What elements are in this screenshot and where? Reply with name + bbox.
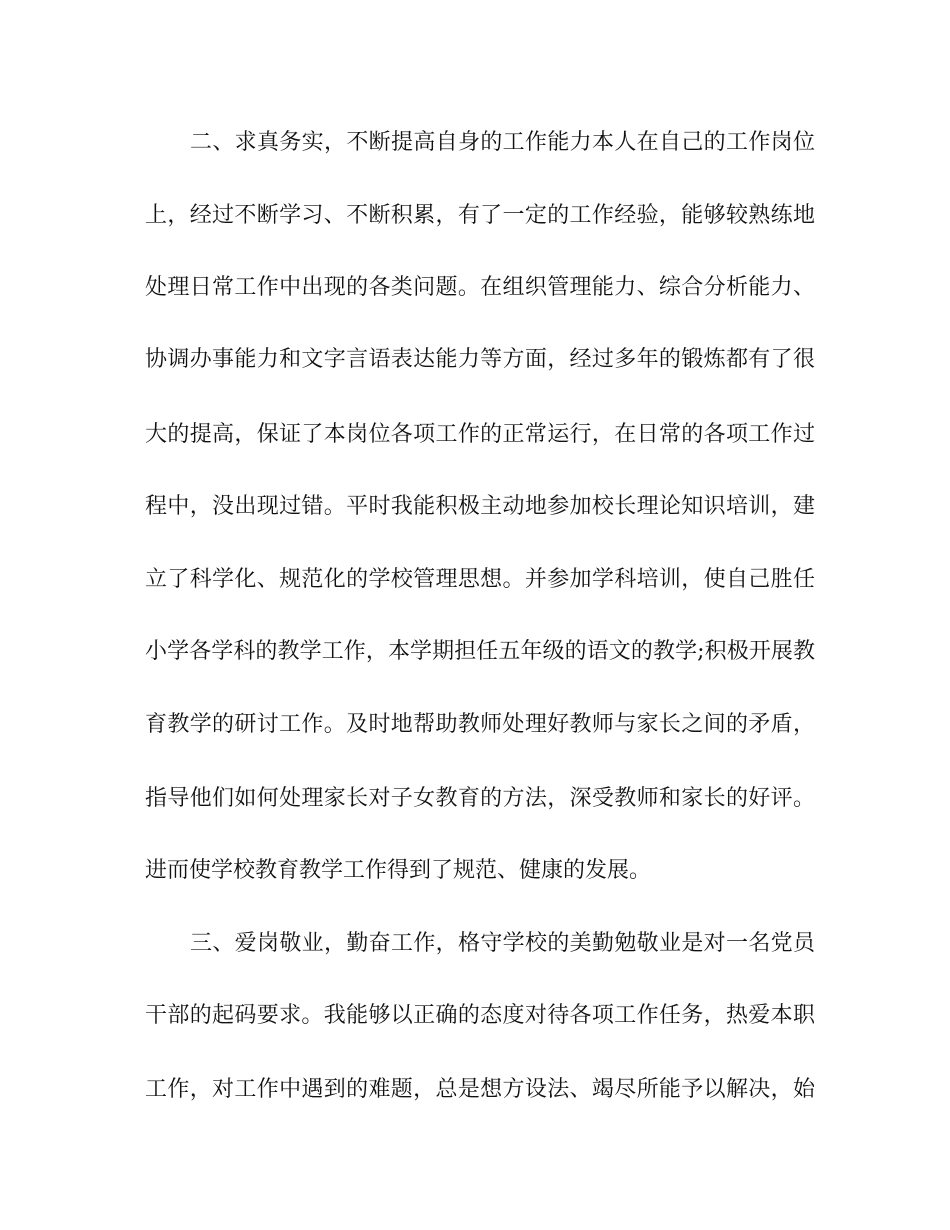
paragraph-3-line-1: 三、爱岗敬业，勤奋工作，格守学校的美勤勉敬业是对一名党员 [190, 931, 815, 956]
paragraph-2-line-10: 指导他们如何处理家长对子女教育的方法，深受教师和家长的好评。 [145, 786, 815, 811]
paragraph-3-line-2: 干部的起码要求。我能够以正确的态度对待各项工作任务，热爱本职 [145, 1003, 815, 1028]
paragraph-2-line-2: 上，经过不断学习、不断积累，有了一定的工作经验，能够较熟练地 [145, 203, 815, 228]
paragraph-2-line-4: 协调办事能力和文字言语表达能力等方面，经过多年的锻炼都有了很 [145, 347, 815, 372]
paragraph-2-line-7: 立了科学化、规范化的学校管理思想。并参加学科培训，使自己胜任 [145, 567, 815, 592]
paragraph-2-line-1: 二、求真务实，不断提高自身的工作能力本人在自己的工作岗位 [190, 130, 815, 155]
paragraph-2-line-8: 小学各学科的教学工作，本学期担任五年级的语文的教学;积极开展教 [145, 639, 815, 664]
paragraph-2-line-9: 育教学的研讨工作。及时地帮助教师处理好教师与家长之间的矛盾， [145, 712, 815, 737]
paragraph-2-line-5: 大的提高，保证了本岗位各项工作的正常运行，在日常的各项工作过 [145, 422, 815, 447]
paragraph-3-line-3: 工作，对工作中遇到的难题，总是想方设法、竭尽所能予以解决，始 [145, 1077, 815, 1102]
paragraph-2-line-11: 进而使学校教育教学工作得到了规范、健康的发展。 [145, 858, 652, 883]
paragraph-2-line-6: 程中，没出现过错。平时我能积极主动地参加校长理论知识培训，建 [145, 494, 815, 519]
paragraph-2-line-3: 处理日常工作中出现的各类问题。在组织管理能力、综合分析能力、 [145, 275, 815, 300]
